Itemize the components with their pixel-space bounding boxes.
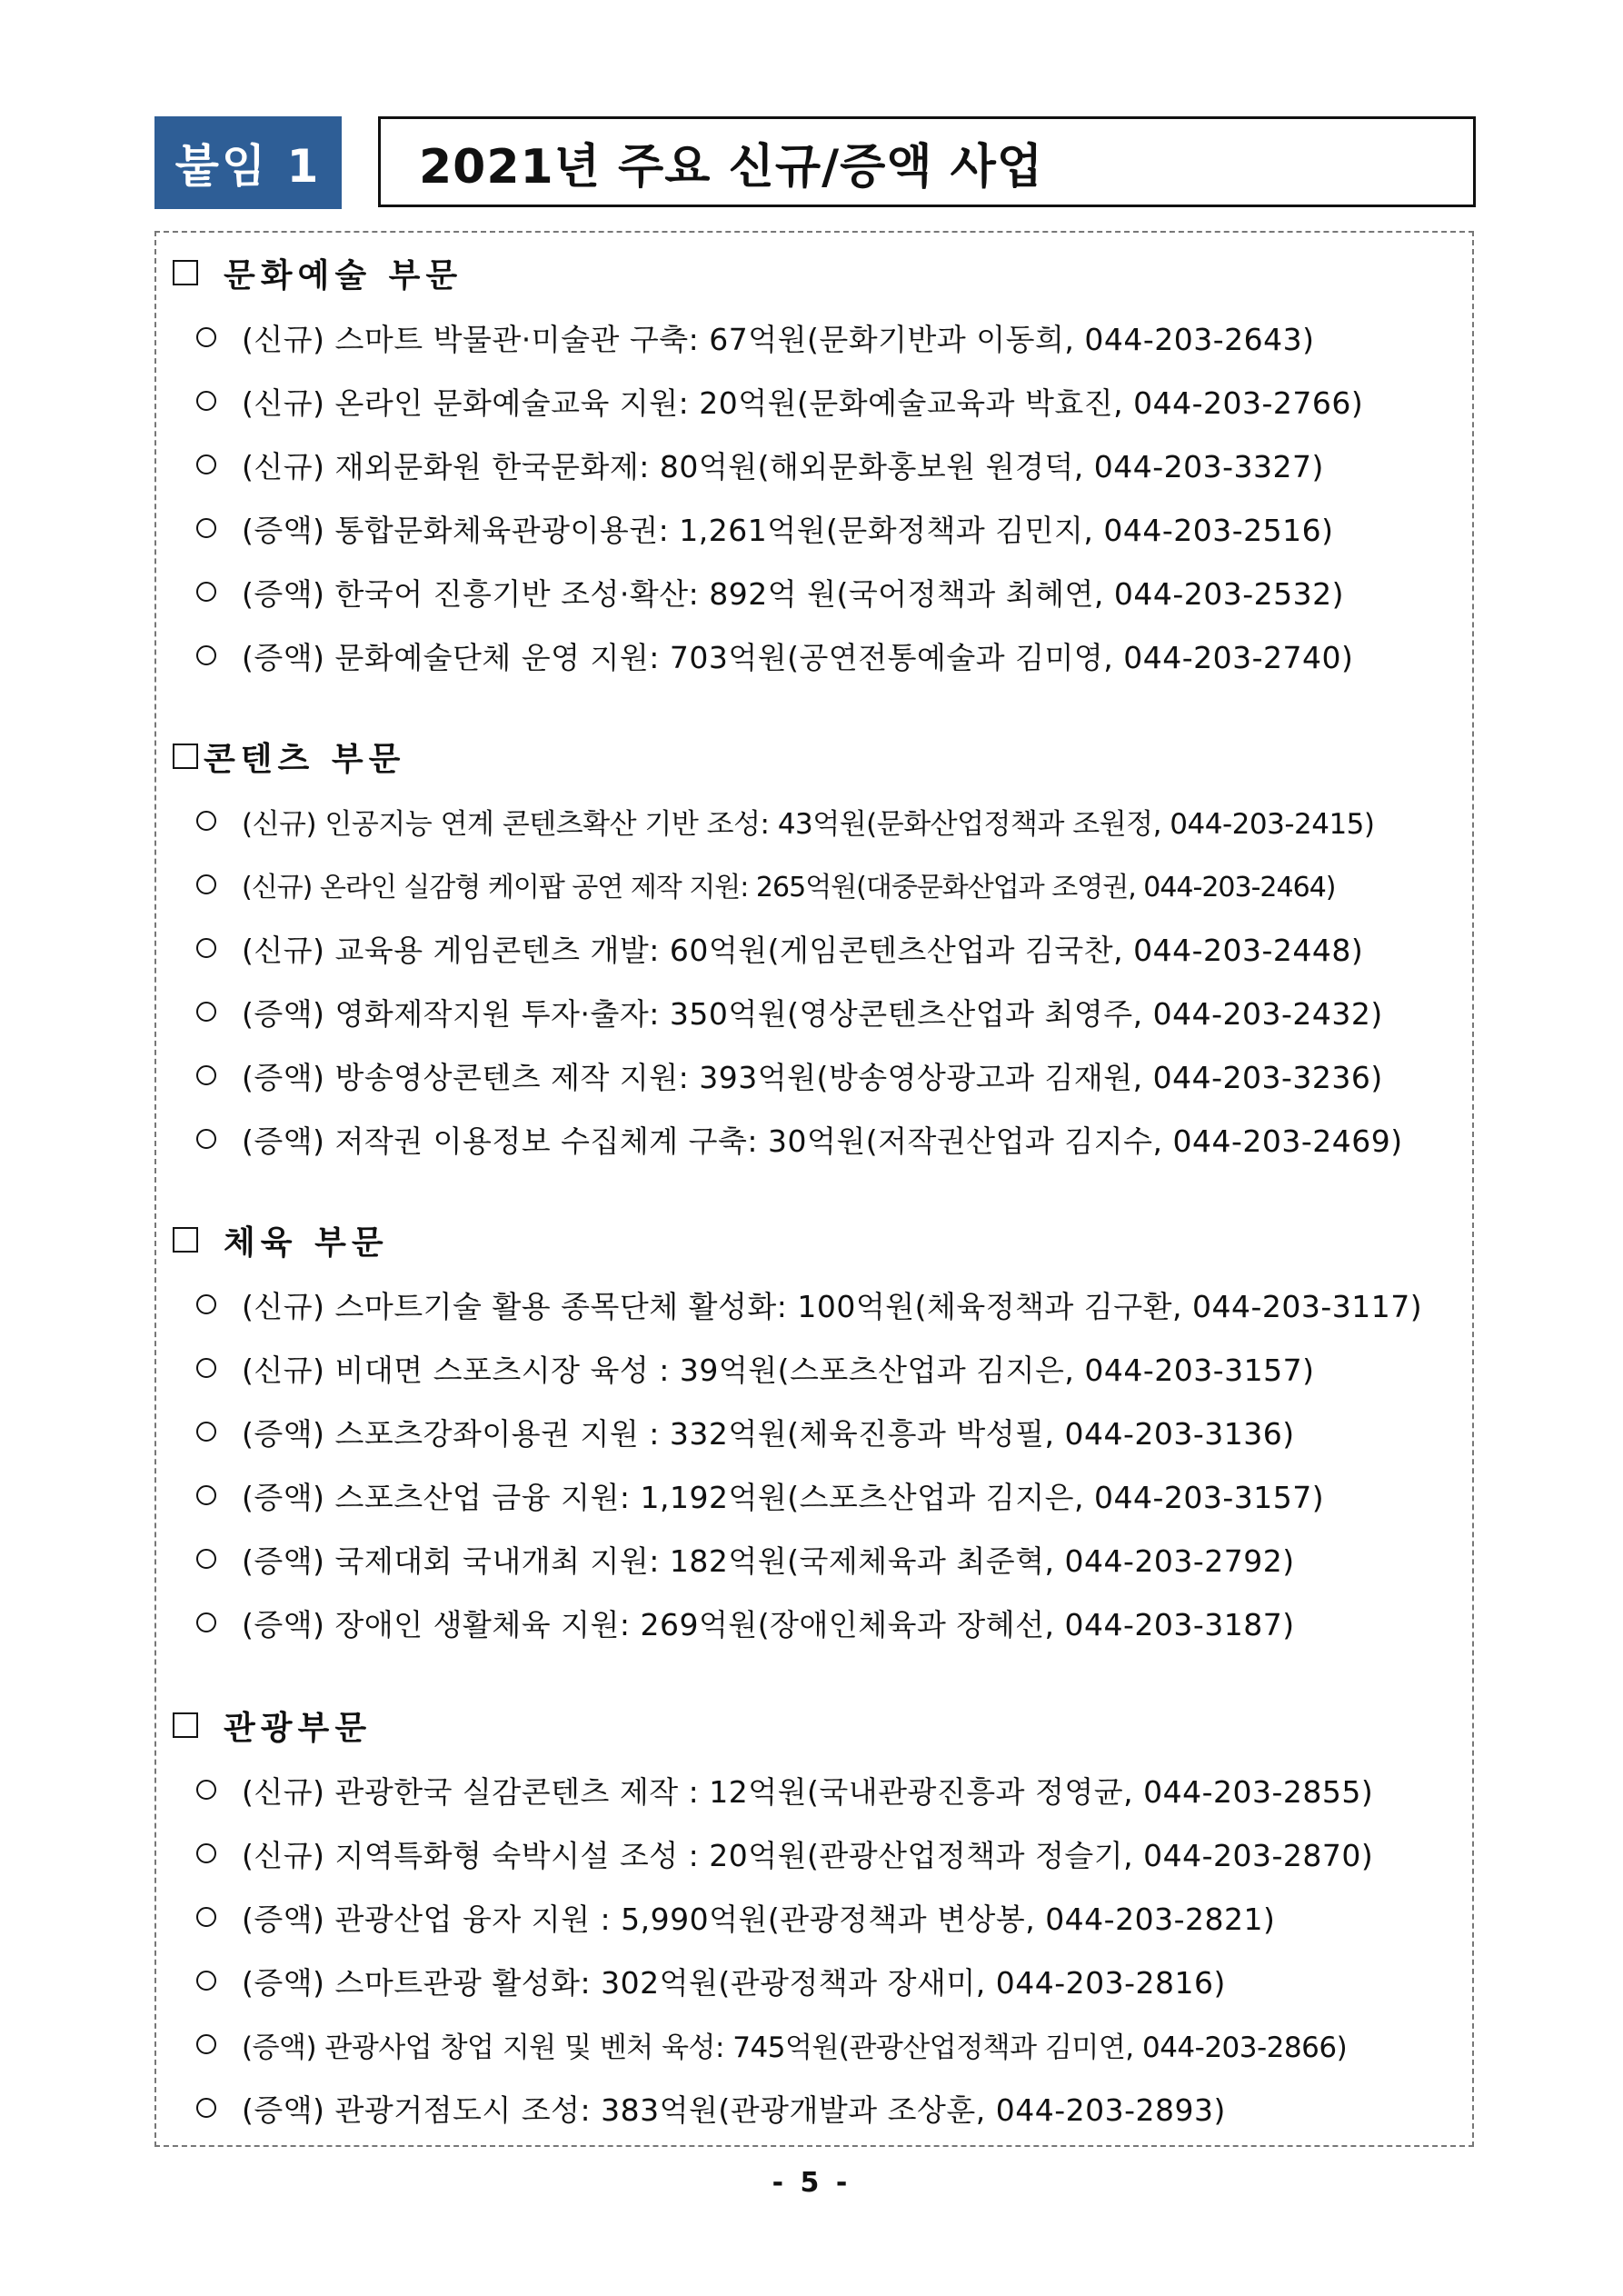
list-item <box>156 916 1472 980</box>
attachment-tag: 붙임 1 <box>154 116 342 209</box>
circle-bullet-icon <box>196 454 216 474</box>
circle-bullet-icon <box>196 1485 216 1505</box>
list-item <box>156 1107 1472 1171</box>
circle-bullet-icon <box>196 1549 216 1569</box>
circle-bullet-icon <box>196 1907 216 1927</box>
list-item <box>156 496 1472 560</box>
content-box <box>154 231 1474 2147</box>
list-item <box>156 560 1472 624</box>
circle-bullet-icon <box>196 1294 216 1314</box>
checkbox-icon <box>173 1227 198 1253</box>
list-item <box>156 1336 1472 1400</box>
checkbox-icon <box>173 260 198 285</box>
circle-bullet-icon <box>196 1358 216 1378</box>
item-text: (신규) 온라인 실감형 케이팝 공연 제작 지원: 265억원(대중문화산업과 조영권, 044-203-2464) <box>242 872 1336 903</box>
list-item <box>156 1758 1472 1822</box>
list-item <box>156 853 1472 916</box>
item-text: (신규) 비대면 스포츠시장 육성 : 39억원(스포츠산업과 김지은, 044-203-3157) <box>242 1352 1315 1388</box>
item-text: (신규) 교육용 게임콘텐츠 개발: 60억원(게임콘텐츠산업과 김국찬, 044-203-2448) <box>242 932 1364 968</box>
item-text: (증액) 장애인 생활체육 지원: 269억원(장애인체육과 장혜선, 044-203-3187) <box>242 1606 1295 1642</box>
list-item <box>156 2012 1472 2076</box>
circle-bullet-icon <box>196 1971 216 1991</box>
circle-bullet-icon <box>196 2098 216 2118</box>
list-item <box>156 1043 1472 1107</box>
section-heading <box>173 729 405 784</box>
circle-bullet-icon <box>196 1002 216 1022</box>
page-number: - 5 - <box>772 2167 851 2199</box>
section-title: 관광부문 <box>224 1709 373 1747</box>
list-item <box>156 305 1472 369</box>
item-text: (증액) 방송영상콘텐츠 제작 지원: 393억원(방송영상광고과 김재원, 044-203-3236) <box>242 1059 1383 1095</box>
section-heading <box>173 1698 372 1752</box>
checkbox-icon <box>173 744 198 769</box>
circle-bullet-icon <box>196 1843 216 1863</box>
list-item <box>156 789 1472 853</box>
item-text: (증액) 스마트관광 활성화: 302억원(관광정책과 장새미, 044-203-2816) <box>242 1964 1226 2001</box>
list-item <box>156 980 1472 1043</box>
circle-bullet-icon <box>196 645 216 665</box>
circle-bullet-icon <box>196 518 216 538</box>
circle-bullet-icon <box>196 811 216 831</box>
circle-bullet-icon <box>196 1780 216 1800</box>
circle-bullet-icon <box>196 874 216 894</box>
circle-bullet-icon <box>196 1612 216 1632</box>
section-heading <box>173 245 463 300</box>
list-item <box>156 369 1472 433</box>
circle-bullet-icon <box>196 1065 216 1085</box>
item-text: (증액) 관광산업 융자 지원 : 5,990억원(관광정책과 변상봉, 044-203-2821) <box>242 1901 1276 1937</box>
list-item <box>156 2076 1472 2140</box>
item-text: (신규) 재외문화원 한국문화제: 80억원(해외문화홍보원 원경덕, 044-203-3327) <box>242 448 1324 484</box>
list-item <box>156 1949 1472 2012</box>
item-text: (증액) 관광거점도시 조성: 383억원(관광개발과 조상훈, 044-203-2893) <box>242 2091 1226 2128</box>
circle-bullet-icon <box>196 1129 216 1149</box>
item-text: (신규) 지역특화형 숙박시설 조성 : 20억원(관광산업정책과 정슬기, 044-203-2870) <box>242 1837 1374 1873</box>
item-text: (증액) 한국어 진흥기반 조성·확산: 892억 원(국어정책과 최혜연, 044-203-2532) <box>242 575 1344 612</box>
section-heading <box>173 1213 389 1267</box>
section-title: 콘텐츠 부문 <box>204 740 406 778</box>
item-text: (증액) 스포츠산업 금융 지원: 1,192억원(스포츠산업과 김지은, 044-203-3157) <box>242 1479 1325 1515</box>
list-item <box>156 1273 1472 1336</box>
list-item <box>156 1463 1472 1527</box>
item-text: (신규) 스마트 박물관·미술관 구축: 67억원(문화기반과 이동희, 044-203-2643) <box>242 321 1315 357</box>
item-text: (신규) 인공지능 연계 콘텐츠확산 기반 조성: 43억원(문화산업정책과 조원정, 044-203-2415) <box>242 807 1375 841</box>
circle-bullet-icon <box>196 938 216 958</box>
list-item <box>156 1885 1472 1949</box>
item-text: (증액) 영화제작지원 투자·출자: 350억원(영상콘텐츠산업과 최영주, 044-203-2432) <box>242 995 1383 1032</box>
item-text: (증액) 문화예술단체 운영 지원: 703억원(공연전통예술과 김미영, 044-203-2740) <box>242 639 1354 675</box>
circle-bullet-icon <box>196 327 216 347</box>
item-text: (증액) 저작권 이용정보 수집체계 구축: 30억원(저작권산업과 김지수, 044-203-2469) <box>242 1123 1403 1159</box>
page-title <box>378 116 1476 207</box>
item-text: (증액) 관광사업 창업 지원 및 벤처 육성: 745억원(관광산업정책과 김미연, 044-203-2866) <box>242 2031 1348 2064</box>
list-item <box>156 1822 1472 1885</box>
circle-bullet-icon <box>196 1422 216 1442</box>
section-title: 문화예술 부문 <box>224 256 463 294</box>
page-title-text: 2021년 주요 신규/증액 사업 <box>419 139 1044 195</box>
section-title: 체육 부문 <box>224 1223 389 1262</box>
list-item <box>156 1400 1472 1463</box>
checkbox-icon <box>173 1712 198 1738</box>
circle-bullet-icon <box>196 582 216 602</box>
list-item <box>156 1591 1472 1654</box>
item-text: (증액) 국제대회 국내개최 지원: 182억원(국제체육과 최준혁, 044-203-2792) <box>242 1542 1295 1579</box>
item-text: (증액) 스포츠강좌이용권 지원 : 332억원(체육진흥과 박성필, 044-203-3136) <box>242 1415 1295 1452</box>
list-item <box>156 433 1472 496</box>
item-text: (신규) 스마트기술 활용 종목단체 활성화: 100억원(체육정책과 김구환, 044-203-3117) <box>242 1288 1423 1324</box>
item-text: (신규) 관광한국 실감콘텐츠 제작 : 12억원(국내관광진흥과 정영균, 044-203-2855) <box>242 1773 1374 1810</box>
item-text: (신규) 온라인 문화예술교육 지원: 20억원(문화예술교육과 박효진, 044-203-2766) <box>242 384 1364 421</box>
list-item <box>156 624 1472 687</box>
circle-bullet-icon <box>196 391 216 411</box>
list-item <box>156 1527 1472 1591</box>
item-text: (증액) 통합문화체육관광이용권: 1,261억원(문화정책과 김민지, 044-203-2516) <box>242 512 1334 548</box>
circle-bullet-icon <box>196 2034 216 2054</box>
